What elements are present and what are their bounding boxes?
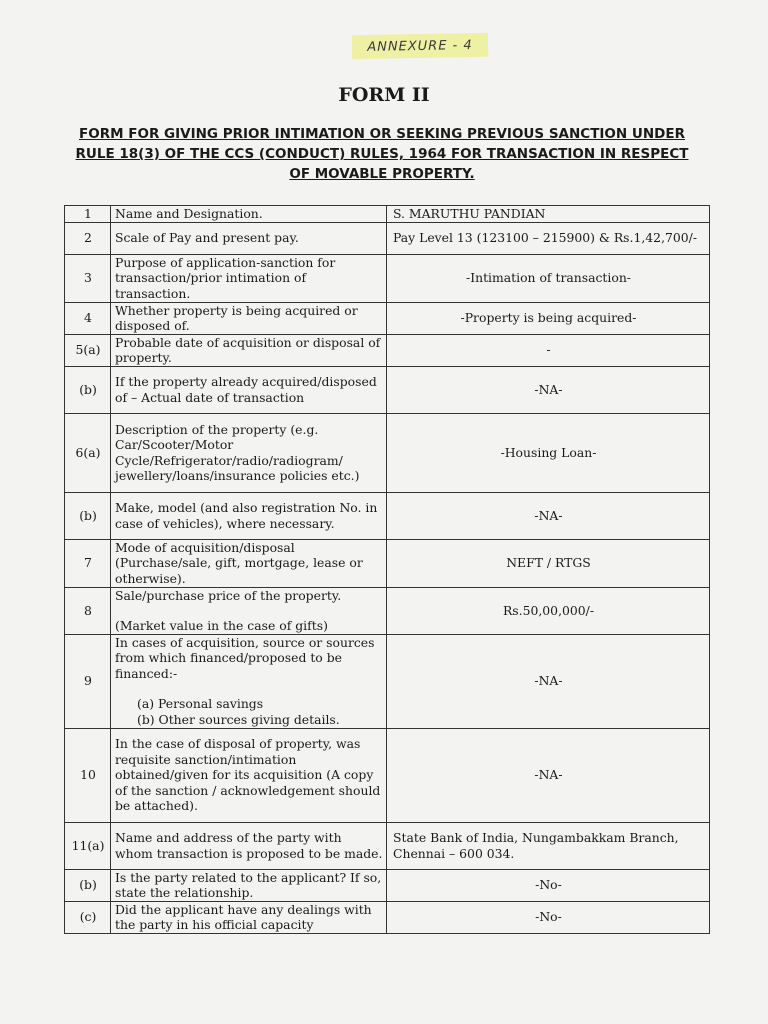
property-form-table [64,205,710,934]
table-row [65,334,710,366]
row-number: 8 [65,587,111,634]
row-value: State Bank of India, Nungambakkam Branch, Chennai – 600 034. [387,822,710,869]
row-number: 4 [65,302,111,334]
row-description: Scale of Pay and present pay. [111,222,387,254]
table-row [65,413,710,492]
market-value-note: (Market value in the case of gifts) [115,618,328,633]
table-row [65,206,710,223]
row-description: Probable date of acquisition or disposal of property. [111,334,387,366]
source-option-b: (b) Other sources giving details. [137,711,340,727]
row-description: Whether property is being acquired or disposed of. [111,302,387,334]
row-value: -No- [387,901,710,933]
table-row [65,869,710,901]
row-number: 1 [65,206,111,223]
row-description: If the property already acquired/disposed of – Actual date of transaction [111,366,387,413]
row-description: Purpose of application-sanction for transaction/prior intimation of transaction. [111,254,387,302]
row-value: -Intimation of transaction- [387,254,710,302]
annexure-label: ANNEXURE - 4 [352,33,488,59]
row-value: -NA- [387,728,710,822]
row-description: Is the party related to the applicant? If so, state the relationship. [111,869,387,901]
table-row [65,822,710,869]
table-row [65,222,710,254]
table-row [65,366,710,413]
row-number: 5(a) [65,334,111,366]
row-value: -NA- [387,366,710,413]
row-value: Rs.50,00,000/- [387,587,710,634]
row-number: 6(a) [65,413,111,492]
table-row [65,539,710,587]
row-number: 7 [65,539,111,587]
row-number: (c) [65,901,111,933]
row-value: S. MARUTHU PANDIAN [387,206,710,223]
form-subtitle: FORM FOR GIVING PRIOR INTIMATION OR SEEKING PREVIOUS SANCTION UNDER RULE 18(3) OF THE CCS (CONDUCT) RULES, 1964 FOR TRANSACTION IN RESPECT OF MOVABLE PROPERTY. [75,126,689,182]
table-row [65,728,710,822]
source-option-a: (a) Personal savings [137,696,264,712]
price-label: Sale/purchase price of the property. [115,587,342,603]
row-number: (b) [65,492,111,539]
table-row [65,254,710,302]
table-row [65,492,710,539]
table-row [65,302,710,334]
row-value: - [387,334,710,366]
row-value: -NA- [387,492,710,539]
row-number: 2 [65,222,111,254]
row-value: -No- [387,869,710,901]
form-title: FORM II [338,84,430,106]
row-description: Did the applicant have any dealings with the party in his official capacity [111,901,387,933]
row-description: Mode of acquisition/disposal (Purchase/sale, gift, mortgage, lease or otherwise). [111,539,387,587]
table-row [65,587,710,634]
row-number: (b) [65,869,111,901]
row-number: 11(a) [65,822,111,869]
row-description: In the case of disposal of property, was requisite sanction/intimation obtained/given for its acquisition (A copy of the sanction / acknowledgement should be attached). [111,728,387,822]
row-description: Name and Designation. [111,206,387,223]
table-row [65,901,710,933]
row-number: 9 [65,634,111,728]
row-value: -Property is being acquired- [387,302,710,334]
row-description [111,587,387,634]
row-value: -NA- [387,634,710,728]
row-description: Description of the property (e.g. Car/Scooter/Motor Cycle/Refrigerator/radio/radiogram/ jewellery/loans/insurance policies etc.) [111,413,387,492]
row-description: Name and address of the party with whom transaction is proposed to be made. [111,822,387,869]
row-description [111,634,387,728]
row-value: -Housing Loan- [387,413,710,492]
row-number: (b) [65,366,111,413]
row-value: Pay Level 13 (123100 – 215900) & Rs.1,42,700/- [387,222,710,254]
row-description: Make, model (and also registration No. in case of vehicles), where necessary. [111,492,387,539]
source-question: In cases of acquisition, source or sources from which financed/proposed to be financed:- [115,634,375,681]
table-row [65,634,710,728]
row-number: 10 [65,728,111,822]
row-number: 3 [65,254,111,302]
row-value: NEFT / RTGS [387,539,710,587]
